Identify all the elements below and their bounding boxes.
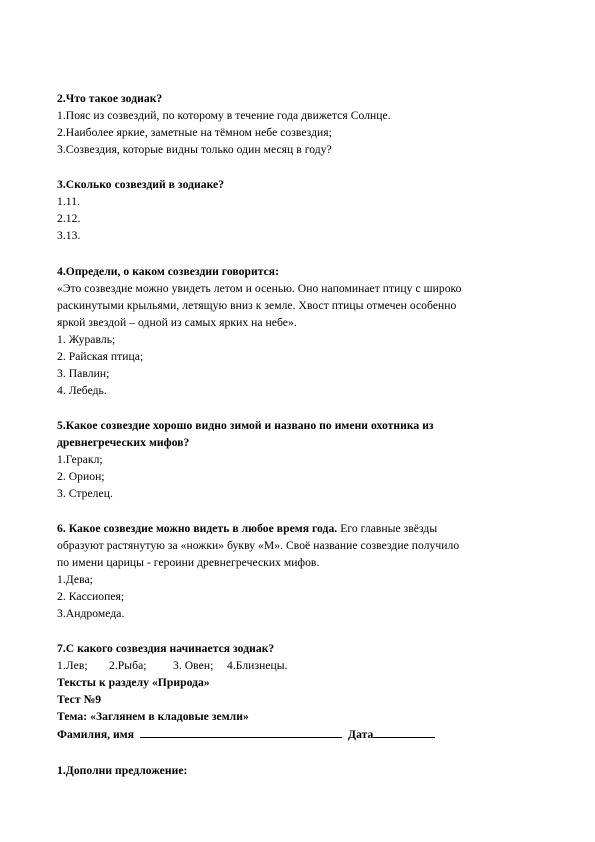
task-title: 1.Дополни предложение: — [57, 764, 188, 777]
question-6 — [57, 520, 557, 622]
section-heading: Тексты к разделу «Природа» — [57, 676, 210, 689]
question-text: яркой звездой – одной из самых ярких на небе». — [57, 316, 297, 329]
answer-option: 3.Андромеда. — [57, 607, 125, 620]
date-label: Дата — [348, 728, 374, 741]
question-7 — [57, 640, 557, 743]
question-text: раскинутыми крыльями, летящую вниз к земле. Хвост птицы отмечен особенно — [57, 299, 457, 312]
date-field[interactable] — [373, 725, 435, 738]
answer-option: 3. Стрелец. — [57, 487, 113, 500]
question-3 — [57, 176, 557, 244]
question-title: 5.Какое созвездие хорошо видно зимой и названо по имени охотника из — [57, 419, 434, 432]
question-title: древнегреческих мифов? — [57, 436, 190, 449]
answer-option: 1.Лев; — [57, 659, 88, 672]
answer-option: 2.Наиболее яркие, заметные на тёмном небе созвездия; — [57, 126, 332, 139]
answer-option: 2. Орион; — [57, 470, 105, 483]
name-label: Фамилия, имя — [57, 728, 135, 741]
answer-options-row — [57, 657, 557, 674]
question-title: 4.Определи, о каком созвездии говорится: — [57, 265, 280, 278]
question-text: образуют растянутую за «ножки» букву «М». Своё название созвездие получило — [57, 539, 460, 552]
answer-option: 1.Дева; — [57, 573, 93, 586]
question-title: 2.Что такое зодиак? — [57, 92, 163, 105]
answer-option: 3.13. — [57, 229, 81, 242]
question-title: 3.Сколько созвездий в зодиаке? — [57, 178, 225, 191]
answer-option: 2. Кассиопея; — [57, 590, 125, 603]
test-9-task-1 — [57, 762, 557, 779]
question-2 — [57, 90, 557, 158]
answer-option: 4. Лебедь. — [57, 384, 107, 397]
answer-option: 1.Геракл; — [57, 453, 103, 466]
question-title: 6. Какое созвездие можно видеть в любое время года. — [57, 522, 338, 535]
answer-option: 2.Рыба; — [109, 659, 147, 672]
question-text: «Это созвездие можно увидеть летом и осенью. Оно напоминает птицу с широко — [57, 282, 462, 295]
name-field[interactable] — [140, 725, 342, 738]
question-title-line — [57, 520, 557, 537]
answer-option: 3. Овен; — [173, 659, 214, 672]
test-topic: Тема: «Заглянем в кладовые земли» — [57, 710, 249, 723]
answer-option: 1.11. — [57, 195, 81, 208]
test-number: Тест №9 — [57, 693, 102, 706]
question-text: по имени царицы - героини древнегреческих мифов. — [57, 556, 320, 569]
answer-option: 4.Близнецы. — [227, 659, 288, 672]
question-title: 7.С какого созвездия начинается зодиак? — [57, 642, 275, 655]
answer-option: 1. Журавль; — [57, 333, 116, 346]
name-date-row — [57, 725, 557, 743]
answer-option: 2. Райская птица; — [57, 350, 144, 363]
answer-option: 2.12. — [57, 212, 81, 225]
question-text: Его главные звёзды — [337, 522, 438, 535]
answer-option: 3.Созвездия, которые видны только один месяц в году? — [57, 143, 332, 156]
answer-option: 1.Пояс из созвездий, по которому в течение года движется Солнце. — [57, 109, 391, 122]
question-4 — [57, 263, 557, 399]
question-5 — [57, 417, 557, 502]
answer-option: 3. Павлин; — [57, 367, 110, 380]
